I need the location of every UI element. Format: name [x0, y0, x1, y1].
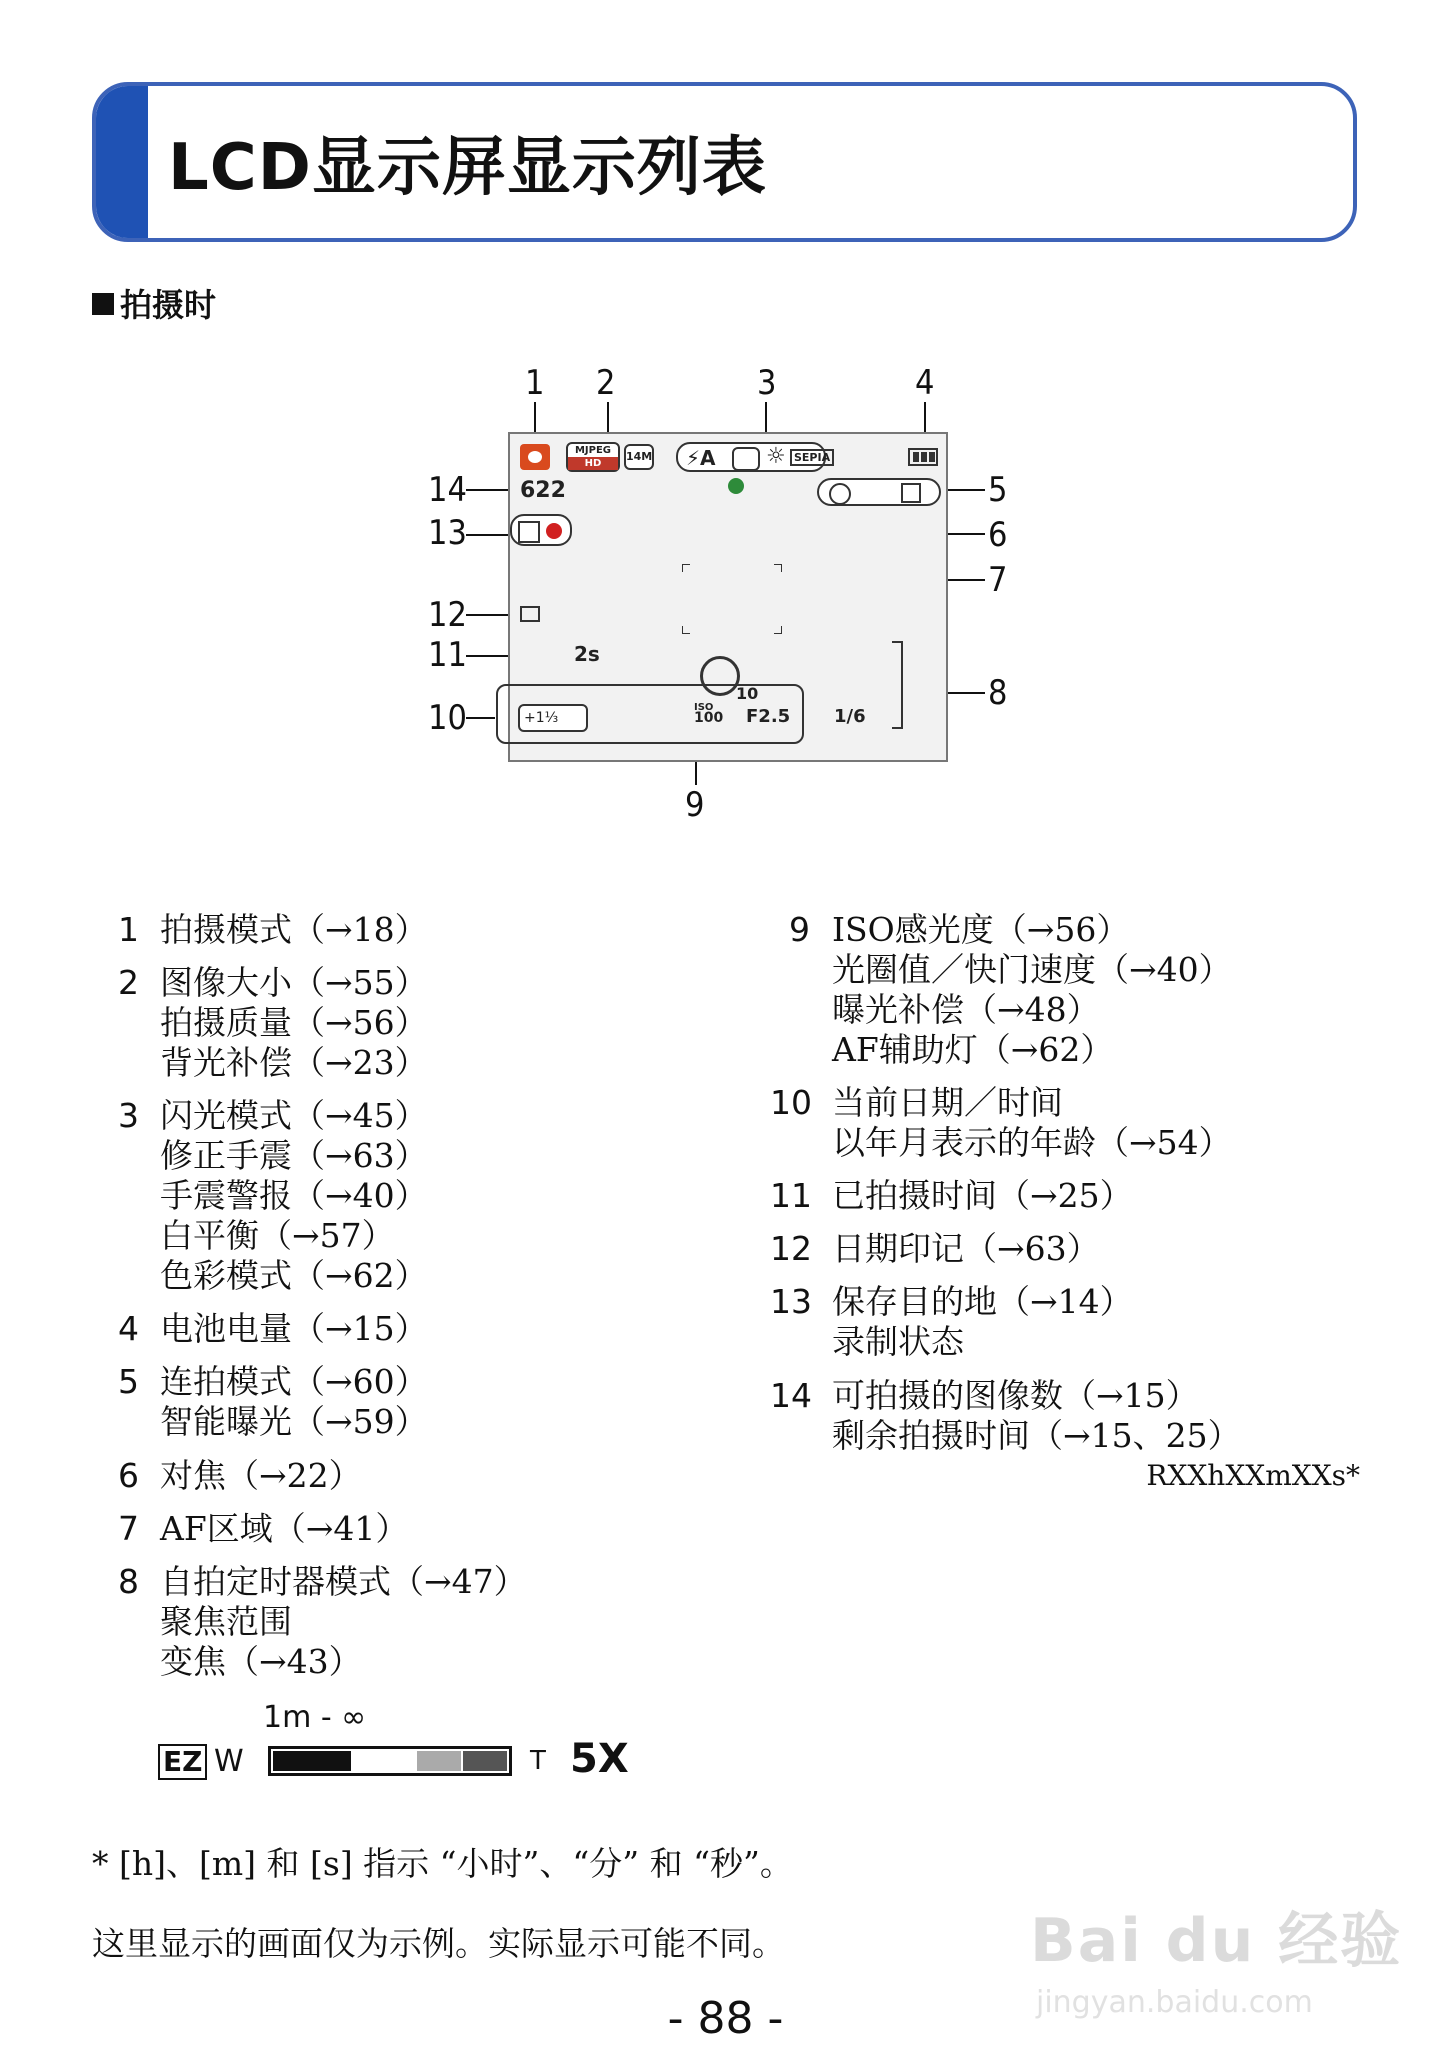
- storage-recording-group: [510, 514, 572, 546]
- zoom-bar: [268, 1746, 512, 1776]
- zoom-bracket: [890, 640, 920, 730]
- callout-13: 13: [428, 513, 467, 553]
- focus-range: 1m - ∞: [263, 1700, 367, 1735]
- exposure-comp: [518, 704, 588, 732]
- burst-mode-icon: [901, 483, 921, 503]
- callout-1: 1: [525, 363, 545, 403]
- elapsed-time: 2s: [574, 642, 600, 666]
- af-area-frame: [682, 564, 782, 634]
- callout-11: 11: [428, 635, 467, 675]
- callout-7: 7: [988, 560, 1008, 600]
- white-balance-icon: ☼: [766, 444, 786, 469]
- callout-10: 10: [428, 698, 467, 738]
- time-format-note: RXXhXXmXXs*: [1146, 1459, 1360, 1492]
- watermark: [1030, 1875, 1410, 2045]
- focus-indicator-icon: [728, 478, 744, 494]
- callout-3: 3: [757, 363, 777, 403]
- callout-14: 14: [428, 470, 467, 510]
- watermark-logo: Bai du 经验: [1030, 1906, 1403, 1976]
- camera-mode-icon: [520, 444, 550, 470]
- shutter-value: 1/6: [834, 706, 866, 727]
- battery-icon: [908, 448, 938, 466]
- callout-5: 5: [988, 470, 1008, 510]
- zoom-indicator: [158, 1700, 678, 1790]
- callout-8: 8: [988, 673, 1008, 713]
- display-note: 这里显示的画面仅为示例。实际显示可能不同。: [92, 1924, 785, 1963]
- watermark-url: jingyan.baidu.com: [1036, 1985, 1313, 2020]
- zoom-bar-fill: [273, 1751, 351, 1771]
- page-title: LCD显示屏显示列表: [168, 131, 767, 205]
- callout-9: 9: [685, 785, 705, 825]
- ez-label: EZ: [158, 1744, 207, 1780]
- date-stamp-icon: [520, 606, 540, 622]
- callout-2: 2: [596, 363, 616, 403]
- internal-memory-icon: [518, 521, 540, 543]
- section-heading-text: 拍摄时: [120, 286, 217, 324]
- callout-4: 4: [915, 363, 935, 403]
- iso-label: ISO: [694, 702, 714, 713]
- callout-12: 12: [428, 595, 467, 635]
- lcd-screen: [508, 432, 948, 762]
- tele-label: T: [530, 1746, 546, 1776]
- image-format-bottom: HD: [568, 457, 618, 470]
- color-mode-icon: SEPIA: [790, 449, 834, 466]
- flash-wb-group: [676, 442, 831, 472]
- callout-6: 6: [988, 515, 1008, 555]
- image-format-top: MJPEG: [574, 445, 612, 456]
- footnote: * [h]、[m] 和 [s] 指示 “小时”、“分” 和 “秒”。: [92, 1844, 793, 1883]
- self-timer-value: 10: [736, 684, 759, 703]
- zoom-bar-extended: [417, 1751, 461, 1771]
- exposure-comp-value: +1⅓: [524, 710, 559, 726]
- zoom-bar-digital: [463, 1751, 507, 1771]
- flash-icon: ⚡A: [686, 446, 716, 470]
- image-size-icon: 14M: [624, 444, 654, 470]
- burst-exposure-group: [817, 478, 941, 506]
- iso-value: 100: [694, 710, 724, 726]
- page-number: - 88 -: [667, 1993, 784, 2044]
- image-format-icon: [566, 442, 620, 472]
- wide-label: W: [214, 1744, 244, 1779]
- recording-status-icon: [546, 523, 562, 539]
- iso-indicator: [694, 702, 723, 724]
- intelligent-exposure-icon: [829, 483, 851, 505]
- stabilizer-icon: [732, 447, 760, 471]
- aperture-value: F2.5: [746, 706, 791, 727]
- zoom-magnification: 5X: [570, 1736, 629, 1782]
- shots-remaining: 622: [520, 478, 566, 503]
